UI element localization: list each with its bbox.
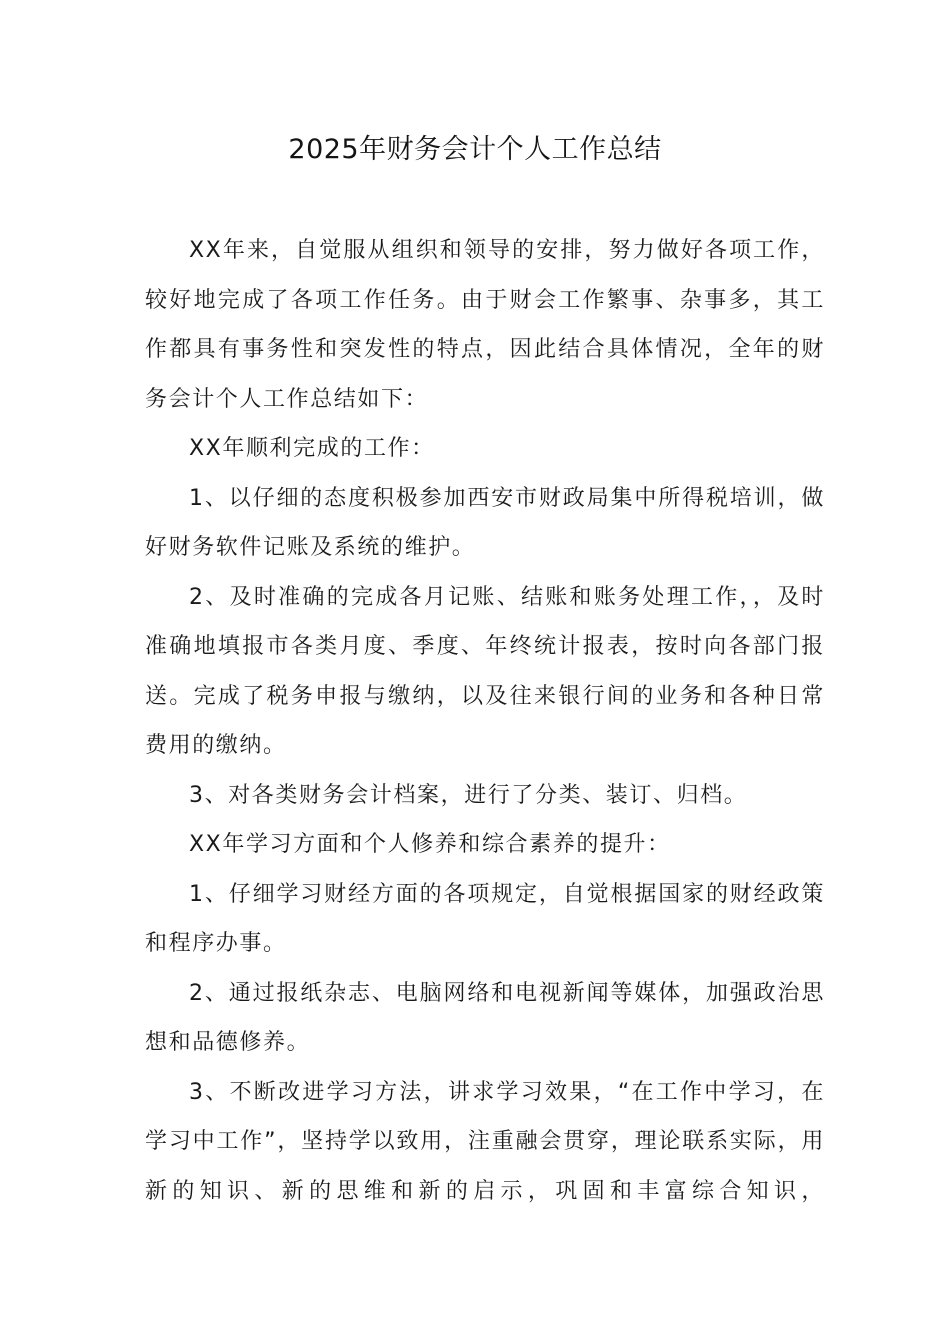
paragraph-work-item-1: 1、以仔细的态度积极参加西安市财政局集中所得税培训，做好财务软件记账及系统的维护。 [145, 485, 825, 560]
paragraph-work-item-2: 2、及时准确的完成各月记账、结账和账务处理工作，，及时准确地填报市各类月度、季度、年终统计报表，按时向各部门报送。完成了税务申报与缴纳，以及往来银行间的业务和各种日常费用的缴纳。 [145, 584, 825, 758]
document-body [145, 226, 825, 1216]
paragraph-study-item-3: 3、不断改进学习方法，讲求学习效果，“在工作中学习，在学习中工作”，坚持学以致用，注重融会贯穿，理论联系实际，用新的知识、新的思维和新的启示，巩固和丰富综合知识， [145, 1079, 825, 1204]
paragraph-section-heading-work: XX年顺利完成的工作： [189, 436, 435, 461]
paragraph-section-heading-study: XX年学习方面和个人修养和综合素养的提升： [189, 832, 671, 857]
paragraph-intro: XX年来，自觉服从组织和领导的安排，努力做好各项工作，较好地完成了各项工作任务。由于财会工作繁事、杂事多，其工作都具有事务性和突发性的特点，因此结合具体情况，全年的财务会计个人工作总结如下： [145, 238, 825, 412]
document-title: 2025年财务会计个人工作总结 [288, 134, 662, 165]
paragraph-study-item-2: 2、通过报纸杂志、电脑网络和电视新闻等媒体，加强政治思想和品德修养。 [145, 980, 825, 1055]
paragraph-study-item-1: 1、仔细学习财经方面的各项规定，自觉根据国家的财经政策和程序办事。 [145, 881, 825, 956]
paragraph-work-item-3: 3、对各类财务会计档案，进行了分类、装订、归档。 [189, 782, 748, 808]
